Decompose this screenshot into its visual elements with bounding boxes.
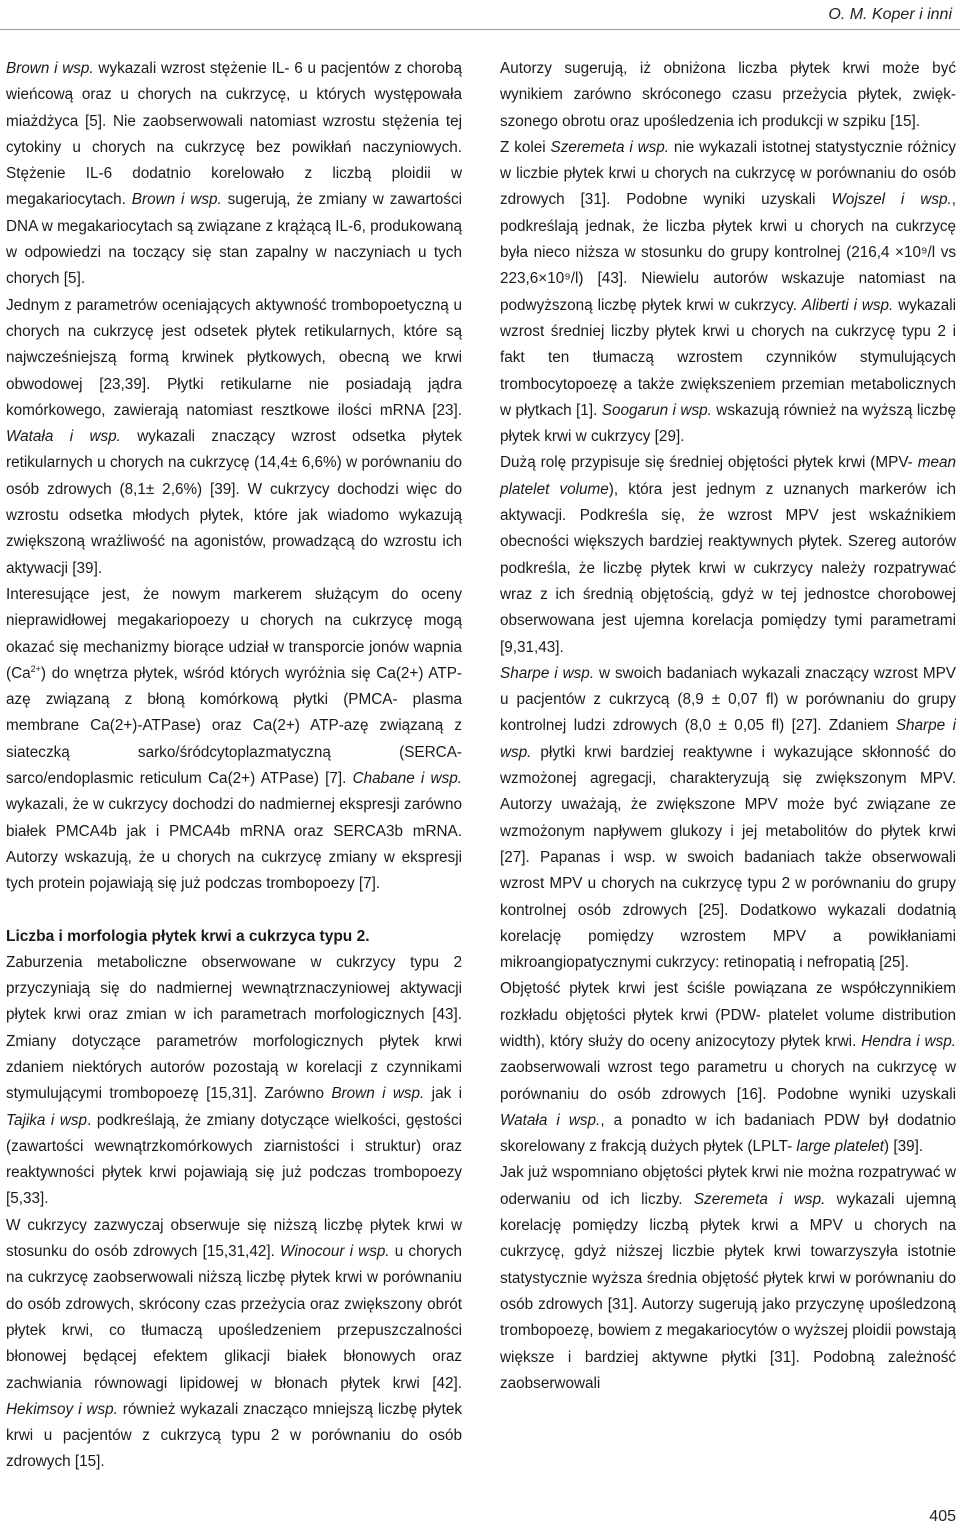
- paragraph: Autorzy sugerują, iż obniżona liczba płytek krwi może być wynikiem zarówno skróconego czasu przeżycia płytek, zwiększonego obrotu oraz upośledzenia ich produkcji w szpiku [15].: [500, 60, 956, 130]
- paragraph: W cukrzycy zazwyczaj obserwuje się niższą liczbę płytek krwi w stosunku do osób zdrowych [15,31,42]. Winocour i wsp. u chorych na cukrzycę zaobserwowali niższą liczbę płytek krwi w porównaniu do osób zdrowych, skrócony czas przeżycia oraz zwiększony obrót płytek krwi, co tłumaczą upośledzeniem przepuszczalności błonowej będącej efektem glikacji białek błonowych oraz zachwiania równowagi lipidowej w błonach płytek krwi [42]. Hekimsoy i wsp. również wykazali znacząco mniejszą liczbę płytek krwi u pacjentów z cukrzycą typu 2 w porównaniu do osób zdrowych [15].: [6, 1216, 462, 1471]
- citation-text: Tajika i wsp: [6, 1111, 88, 1129]
- citation-text: large platelet: [796, 1138, 885, 1156]
- paragraph: Objętość płytek krwi jest ściśle powiązana ze współczynnikiem rozkładu objętości płytek krwi (PDW- platelet volume distribution width), który służy do oceny anizocytozy płytek krwi. Hendra i wsp. zaobserwowali wzrost tego parametru u chorych na cukrzycę w porównaniu do osób zdrowych [16]. Podobne wyniki uzyskali Watała i wsp., a ponadto w ich badaniach PDW był dodatnio skorelowany z frakcją dużych płytek (LPLT- large platelet) [39].: [500, 980, 956, 1156]
- citation-text: Sharpe i wsp.: [500, 717, 956, 761]
- paragraph: Z kolei Szeremeta i wsp. nie wykazali istotnej statystycznie różnicy w liczbie płytek krwi u chorych na cukrzycę w porównaniu do osób zdrowych [31]. Podobne wyniki uzyskali Wojszel i wsp., podkreślają jednak, że liczba płytek krwi u chorych na cukrzycę była nieco niższa w stosunku do grupy kontrolnej (216,4 ×10⁹/l vs 223,6×10⁹/l) [43]. Niewielu autorów wskazuje natomiast na podwyższoną liczbę płytek krwi w cukrzycy. Aliberti i wsp. wykazali wzrost średniej liczby płytek krwi u chorych na cukrzycę typu 2 i fakt ten tłumaczą wzrostem czynników stymulujących trombocytopoezę a także zwiększeniem przemian metabolicznych w płytkach [1]. Soogarun i wsp. wskazują również na wyższą liczbę płytek krwi w cukrzycy [29].: [500, 138, 957, 446]
- running-title: O. M. Koper i inni: [828, 6, 952, 23]
- superscript: 2+: [30, 663, 41, 674]
- citation-text: Hekimsoy i wsp.: [6, 1400, 118, 1418]
- header-divider: [0, 29, 960, 30]
- citation-text: Brown i wsp.: [6, 60, 94, 77]
- left-column: [6, 56, 462, 1476]
- paragraph: Zaburzenia metaboliczne obserwowane w cukrzycy typu 2 przyczyniają się do nadmiernej wewnątrznaczyniowej aktywacji płytek krwi oraz zmian w ich parametrach morfologicznych [43]. Zmiany dotyczące parametrów morfologicznych płytek krwi zdaniem niektórych autorów pozostają w korelacji z czynnikami stymulującymi trombopoezę [15,31]. Zarówno Brown i wsp. jak i Tajika i wsp. podkreślają, że zmiany dotyczące wielkości, gęstości (zawartości wewnątrzkomórkowych ziarnistości i struktur) oraz reaktywności płytek krwi pojawiają się już podczas trombopoezy [5,33].: [6, 953, 462, 1208]
- citation-text: Watała i wsp.: [6, 428, 121, 446]
- citation-text: Soogarun i wsp.: [601, 401, 712, 419]
- citation-text: Brown i wsp.: [331, 1085, 425, 1103]
- paragraph: Jak już wspomniano objętości płytek krwi nie można rozpatrywać w oderwaniu od ich liczby. Szeremeta i wsp. wykazali ujemną korelację pomiędzy liczbą płytek krwi a MPV u chorych na cukrzycę, gdyż niższej liczbie płytek krwi towarzyszyła istotnie statystycznie wyższa średnia objętość płytek krwi w porównaniu do osób zdrowych [31]. Autorzy sugerują jako przyczynę upośledzoną trombopoezę, bowiem z megakariocytów o wyższej ploidii powstają większe i bardziej aktywne płytki [31]. Podobną zależność zaobserwowali: [500, 1164, 956, 1392]
- paragraph: Brown i wsp. wykazali wzrost stężenie IL- 6 u pacjentów z chorobą wieńcową oraz u chorych na cukrzycę, u których występowała miażdżyca [5]. Nie zaobserwowali natomiast wzrostu stężenia tej cytokiny u chorych na cukrzycę bez powikłań naczyniowych. Stężenie IL-6 dodatnio korelowało z liczbą ploidii w megakariocytach. Brown i wsp. sugerują, że zmiany w zawartości DNA w megakariocytach są związane z krążącą IL-6, produkowaną w odpowiedzi na toczący się stan zapalny w naczyniach u tych chorych [5].: [6, 60, 462, 288]
- citation-text: Aliberti i wsp.: [801, 296, 894, 314]
- paragraph: Interesujące jest, że nowym markerem służącym do oceny nieprawidłowej megakariopoezy u chorych na cukrzycę mogą okazać się mechanizmy biorące udział w transporcie jonów wapnia $(Ca^{2+})$ do wnętrza płytek, wśród których wyróżnia się Ca(2+) ATP-azę związaną z błoną komórkową płytki (PMCA- plasma membrane Ca(2+)-ATPase) oraz Ca(2+) ATP-azę związaną z siateczką sarko/śródcytoplazmatyczną (SERCA- sarco/endoplasmic reticulum Ca(2+) ATPase) [7]. Chabane i wsp. wykazali, że w cukrzycy dochodzi do nadmiernej ekspresji zarówno białek PMCA4b jak i PMCA4b mRNA oraz SERCA3b mRNA. Autorzy wskazują, że u chorych na cukrzycę zmiany w ekspresji tych protein pojawiają się już podczas trombopoezy [7].: [6, 585, 462, 893]
- citation-text: Hendra i wsp.: [861, 1032, 956, 1050]
- citation-text: mean platelet volume: [500, 454, 956, 498]
- citation-text: Brown i wsp.: [131, 191, 222, 209]
- citation-text: Szeremeta i wsp.: [550, 138, 670, 156]
- paragraph: Dużą rolę przypisuje się średniej objętości płytek krwi (MPV- mean platelet volume), która jest jednym z uznanych markerów ich aktywacji. Podkreśla się, że wzrost MPV jest wskaźnikiem obecności większych bardziej reaktywnych płytek. Szereg autorów podkreśla, że liczbę płytek krwi w cukrzycy należy rozpatrywać wraz z ich średnią objętością, gdyż w tej jednostce chorobowej obserwowana jest ujemna korelacja pomiędzy tymi parametrami [9,31,43].: [500, 454, 956, 656]
- citation-text: Sharpe i wsp.: [500, 664, 595, 682]
- page-number: 405: [929, 1508, 956, 1525]
- citation-text: Szeremeta i wsp.: [693, 1190, 826, 1208]
- section-heading: Liczba i morfologia płytek krwi a cukrzyca typu 2.: [6, 927, 370, 945]
- citation-text: Watała i wsp.: [500, 1111, 601, 1129]
- right-column: [500, 56, 956, 1397]
- citation-text: Winocour i wsp.: [280, 1243, 390, 1261]
- citation-text: Wojszel i wsp.: [831, 191, 952, 209]
- citation-text: Chabane i wsp.: [352, 770, 462, 788]
- paragraph: Sharpe i wsp. w swoich badaniach wykazali znaczący wzrost MPV u pacjentów z cukrzycą (8,9 ± 0,07 fl) w porównaniu do grupy kontrolnej ludzi zdrowych (8,0 ± 0,05 fl) [27]. Zdaniem Sharpe i wsp. płytki krwi bardziej reaktywne i wykazujące skłonność do wzmożonej agregacji, charakteryzują się zwiększonym MPV. Autorzy uważają, że zwiększone MPV może być związane ze wzmożonym napływem glukozy i jej metabolitów do płytek krwi [27]. Papanas i wsp. w swoich badaniach także obserwowali wzrost MPV u chorych na cukrzycę typu 2 w porównaniu do grupy kontrolnej osób zdrowych [25]. Dodatkowo wykazali dodatnią korelację pomiędzy wzrostem MPV a powikłaniami mikroangiopatycznymi cukrzycy: retinopatią i nefropatią [25].: [500, 664, 956, 972]
- paragraph: Jednym z parametrów oceniających aktywność trombopoetyczną u chorych na cukrzycę jest odsetek płytek retikularnych, które są najwcześniejszą formą krwinek płytkowych, obecną we krwi obwodowej [23,39]. Płytki retikularne nie posiadają jądra komórkowego, zawierają natomiast resztkowe ilości mRNA [23]. Watała i wsp. wykazali znaczący wzrost odsetka płytek retikularnych u chorych na cukrzycę (14,4± 6,6%) w porównaniu do osób zdrowych (8,1± 2,6%) [39]. W cukrzycy dochodzi więc do wzrostu odsetka młodych płytek, które jak wiadomo wykazują zwiększoną wrażliwość na agonistów, prowadzącą do wzrostu ich aktywacji [39].: [6, 296, 462, 577]
